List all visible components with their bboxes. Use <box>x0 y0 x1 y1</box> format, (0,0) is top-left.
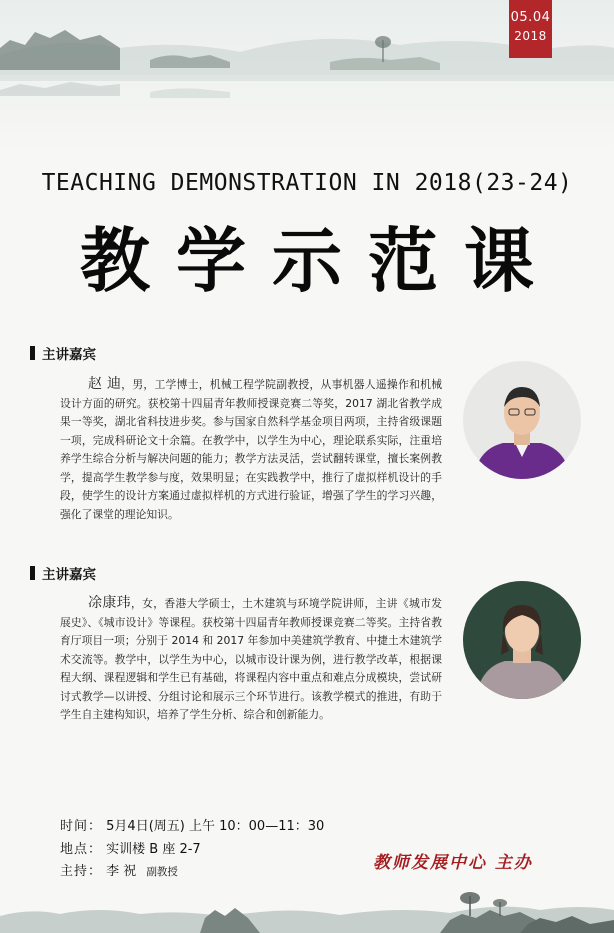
speaker-bio-2 <box>60 594 442 725</box>
host-label: 主持： <box>60 864 103 879</box>
english-subtitle: TEACHING DEMONSTRATION IN 2018(23-24) <box>41 170 573 196</box>
place-label: 地点： <box>60 842 103 857</box>
date-year: 2018 <box>514 29 547 43</box>
event-time <box>60 815 324 834</box>
organizer-signature: 教师发展中心 主办 <box>373 853 533 873</box>
speaker-photo-2 <box>463 581 581 699</box>
speaker-section-heading-2 <box>30 563 96 583</box>
time-label: 时间： <box>60 819 103 834</box>
speaker-photo-1 <box>463 361 581 479</box>
section-marker <box>30 566 35 580</box>
speaker-name: 赵 迪 <box>88 376 122 392</box>
time-value: 5月4日(周五) 上午 10：00—11：30 <box>106 819 325 834</box>
host-title: 副教授 <box>146 866 178 878</box>
date-month-day: 05.04 <box>510 10 551 25</box>
speaker-bio-text: ，男，工学博士，机械工程学院副教授，从事机器人遥操作和机械设计方面的研究。获校第十四届青年教师授课竞赛二等奖，2017 湖北省教学成果一等奖，湖北省科技进步奖。参与国家自然科学基金项目两项，主持省级课题一项，完成科研论文十余篇。在教学中，以学生为中心，理论联系实际，注重培养学生综合分析与解决问题的能力；教学方法灵活，尝试翻转课堂，擅长案例教学，提高学生教学参与度，效果明显；在实践教学中，推行了虚拟样机设计的手段，使学生的设计方案通过虚拟样机的方式进行验证，增强了学生的学习兴趣，强化了课堂的理论知识。 <box>60 378 443 521</box>
landscape-bottom-image <box>0 858 614 933</box>
section-label: 主讲嘉宾 <box>42 567 96 583</box>
page-title: 教学示范课 <box>80 219 560 302</box>
section-marker <box>30 346 35 360</box>
host-name: 李 祝 <box>106 864 137 879</box>
speaker-name: 凃康玮 <box>88 595 131 611</box>
section-label: 主讲嘉宾 <box>42 347 96 363</box>
date-badge <box>509 0 552 58</box>
speaker-section-heading-1 <box>30 343 96 363</box>
speaker-bio-1 <box>60 375 442 524</box>
event-place <box>60 838 201 857</box>
speaker-bio-text: ，女，香港大学硕士，土木建筑与环境学院讲师，主讲《城市发展史》、《城市设计》等课程。获校第十四届青年教师授课竞赛二等奖。主持省教育厅项目一项；分别于 2014 和 2017 年参加中美建筑学教育、中捷土木建筑学术交流等。教学中，以学生为中心，以城市设计课为例，进行教学改革，根据课程大纲、课程逻辑和学生已有基础，将课程内容中重点和难点分成模块，尝试研讨式教学—以讲授、分组讨论和展示三个环节进行。该教学模式的推进，有助于学生自主建构知识，培养了学生分析、综合和创新能力。 <box>60 597 442 721</box>
place-value: 实训楼 B 座 2-7 <box>106 842 201 857</box>
